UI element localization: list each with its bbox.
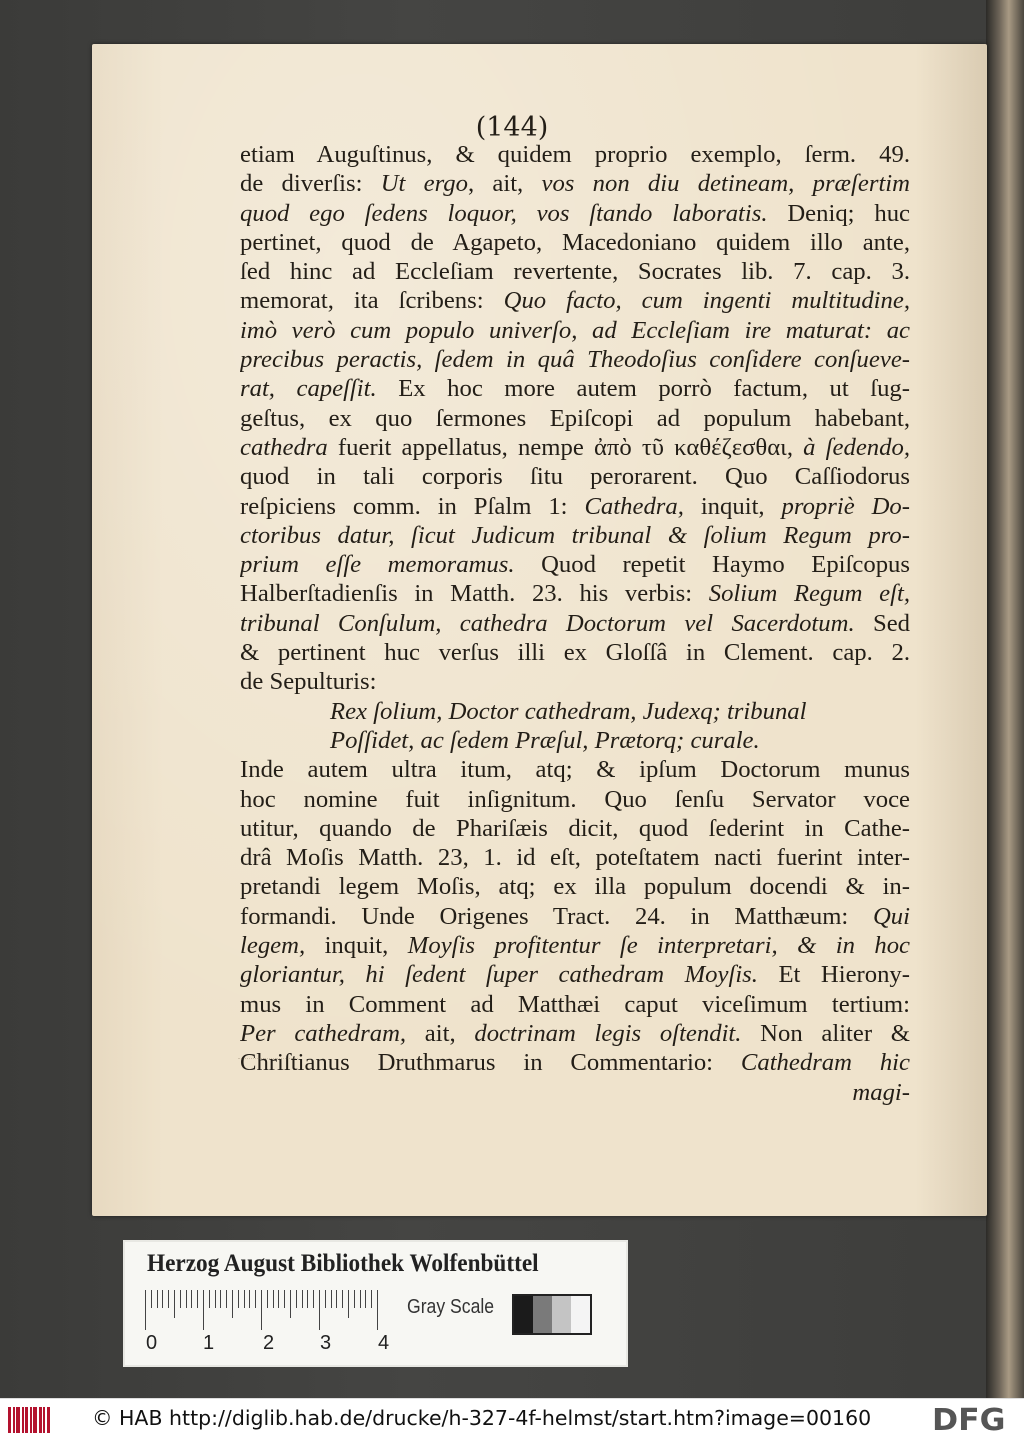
ruler-number: 2 [263,1332,275,1354]
ruler-tick [162,1290,163,1308]
logo-bar [8,1407,11,1433]
page-number: (144) [475,112,549,143]
ruler-tick [191,1290,192,1308]
text-line [240,755,910,784]
ruler-tick [348,1290,349,1318]
ruler-number: 0 [146,1332,158,1354]
ruler-tick [209,1290,210,1308]
ruler-tick [186,1290,187,1308]
ruler-tick [238,1290,239,1308]
text-line [240,169,910,198]
roman-run: Inde autem ultra itum, atq; & ipſum Doctorum munus [240,756,910,784]
text-line [240,199,910,228]
text-line [240,990,910,1019]
measurement-ruler [145,1290,410,1335]
text-line [240,433,910,462]
ruler-tick [244,1290,245,1308]
italic-run: rat, capeſſit. [240,375,377,403]
show-through-mark [238,1058,298,1069]
italic-run: precibus peractis, ſedem in quâ Theodoſius conſidere conſueve- [240,346,910,374]
roman-run: Et Hierony- [757,961,910,989]
text-line [240,785,910,814]
italic-run: cathedra [240,433,328,461]
roman-run: quod in tali corporis ſitu perorarent. Quo Caſſiodorus [240,463,910,491]
roman-run: de diverſis: [240,170,381,198]
roman-run: Chriſtianus Druthmarus in Commentario: [240,1049,741,1077]
italic-run: magi- [852,1078,910,1106]
ruler-tick [267,1290,268,1308]
italic-run: quod ego ſedens loquor, vos ſtando laboratis. [240,199,768,227]
copyright-link[interactable]: © HAB http://diglib.hab.de/drucke/h-327-4f-helmst/start.htm?image=00160 [92,1406,872,1430]
italic-run: Quo facto, cum ingenti multitudine, [503,287,910,315]
text-line [240,697,910,726]
italic-run: doctrinam legis oſtendit. [474,1019,742,1047]
roman-run: , ait, [467,170,542,198]
text-line [240,960,910,989]
italic-run: gloriantur, hi ſedent ſuper cathedram Moyſis. [240,961,758,989]
gray-patch [533,1296,552,1333]
text-line [240,902,910,931]
ruler-tick [203,1290,204,1330]
ruler-tick [278,1290,279,1308]
gray-scale-patches [512,1294,592,1335]
ruler-number: 4 [378,1332,390,1354]
italic-run: Rex ſolium, Doctor cathedram, Judexq; tribunal [330,697,807,725]
ruler-tick [249,1290,250,1308]
logo-bar [47,1407,50,1433]
text-line [240,492,910,521]
text-line [240,140,910,169]
italic-run: Qui [872,902,910,930]
roman-run: drâ Moſis Matth. 23, 1. id eſt, poteſtatem nacti fuerint inter- [240,844,910,872]
text-line [240,257,910,286]
gray-patch [552,1296,571,1333]
ruler-tick [296,1290,297,1308]
text-line [240,316,910,345]
text-line [240,374,910,403]
book-spine-edge [986,0,1024,1398]
roman-run: Quod repetit Haymo Epiſcopus [514,551,910,579]
roman-run: fuerit appellatus, nempe ἀπὸ τῦ καθέζεσθαι, [327,433,804,461]
text-line [240,1048,910,1077]
text-line [240,579,910,608]
italic-run: propriè Do- [781,492,910,520]
roman-run: etiam Auguſtinus, & quidem proprio exemplo, ſerm. 49. [240,141,910,168]
ruler-tick [157,1290,158,1308]
logo-bar [25,1407,28,1433]
ruler-tick [365,1290,366,1308]
roman-run: Non aliter & [741,1019,910,1047]
roman-run: Deniq; huc [767,199,910,227]
roman-run: formandi. Unde Origenes Tract. 24. in Matthæum: [240,902,873,930]
roman-run: de Sepulturis: [240,668,377,696]
text-line [240,609,910,638]
ruler-tick [354,1290,355,1308]
ruler-tick [342,1290,343,1308]
logo-bar [43,1407,45,1433]
ruler-tick [336,1290,337,1308]
ruler-tick [151,1290,152,1308]
roman-run: geſtus, ex quo ſermones Epiſcopi ad populum habebant, [240,404,910,432]
ruler-tick [325,1290,326,1308]
ruler-tick [232,1290,233,1318]
ruler-tick [371,1290,372,1308]
ruler-tick [215,1290,216,1308]
roman-run: inquit, [683,492,782,520]
ruler-tick [220,1290,221,1308]
ruler-number: 3 [320,1332,332,1354]
logo-bar [39,1407,42,1433]
text-line [240,228,910,257]
text-line [240,550,910,579]
roman-run: memorat, ita ſcribens: [240,287,504,315]
italic-run: imò verò cum populo univerſo, ad Eccleſiam ire maturat: ac [240,316,910,344]
roman-run: pertinet, quod de Agapeto, Macedoniano quidem illo ante, [240,228,910,256]
ruler-tick [331,1290,332,1308]
italic-run: Solium Regum eſt, [708,580,910,608]
ruler-tick [319,1290,320,1330]
text-line [240,667,910,696]
ruler-tick [290,1290,291,1318]
page-text-block [240,140,910,1107]
logo-bar [30,1407,32,1433]
italic-run: à ſedendo, [803,433,910,461]
italic-run: Cathedram hic [740,1049,910,1077]
roman-run: inquit, [305,932,408,960]
library-name: Herzog August Bibliothek Wolfenbüttel [147,1250,539,1277]
ruler-tick [360,1290,361,1308]
text-line [240,638,910,667]
ruler-tick [197,1290,198,1308]
gray-patch [514,1296,533,1333]
ruler-tick [273,1290,274,1308]
ruler-number: 1 [203,1332,215,1354]
roman-run: ait, [406,1019,475,1047]
color-calibration-card [123,1240,628,1367]
roman-run: pretandi legem Moſis, atq; ex illa populum docendi & in- [240,873,910,901]
ruler-tick [284,1290,285,1308]
logo-bar [16,1407,20,1433]
roman-run: Ex hoc more autem porrò factum, ut ſug- [376,375,910,403]
gray-scale-label: Gray Scale [407,1296,495,1318]
italic-run: Ut ergo [380,170,468,198]
italic-run: prium eſſe memoramus. [240,551,515,579]
roman-run: reſpiciens comm. in Pſalm 1: [240,492,585,520]
ruler-tick [255,1290,256,1308]
roman-run: mus in Comment ad Matthæi caput viceſimum tertium: [240,990,910,1018]
dfg-logo[interactable]: DFG [932,1403,1006,1438]
roman-run: utitur, quando de Phariſæis dicit, quod ſederint in Cathe- [240,814,910,842]
ruler-tick [226,1290,227,1308]
logo-bar [33,1407,37,1433]
text-line [240,931,910,960]
logo-bar [13,1407,15,1433]
italic-run: tribunal Conſulum, cathedra Doctorum vel Sacerdotum. [240,609,855,637]
ruler-tick [302,1290,303,1308]
italic-run: Poſſidet, ac ſedem Præſul, Prætorq; curale. [330,726,760,754]
ruler-tick [377,1290,378,1330]
text-line [240,872,910,901]
text-line [240,345,910,374]
italic-run: Cathedra, [584,492,684,520]
ruler-tick [307,1290,308,1308]
text-line [240,843,910,872]
text-line [240,286,910,315]
roman-run: hoc nomine fuit inſignitum. Quo ſenſu Servator voce [240,785,910,813]
text-line [240,1019,910,1048]
roman-run: Sed [854,609,910,637]
italic-run: vos non diu detineam, præſertim [541,170,910,198]
roman-run: ſed hinc ad Eccleſiam revertente, Socrates lib. 7. cap. 3. [240,258,910,286]
ruler-tick [145,1290,146,1330]
ruler-tick [261,1290,262,1330]
text-line [240,521,910,550]
roman-run: Halberſtadienſis in Matth. 23. his verbis: [240,580,709,608]
text-line [240,404,910,433]
logo-bar [22,1407,24,1433]
text-line [240,462,910,491]
italic-run: ctoribus datur, ſicut Judicum tribunal & ſolium Regum pro- [240,521,910,549]
ruler-tick [180,1290,181,1308]
roman-run: & pertinent huc verſus illi ex Gloſſâ in Clement. cap. 2. [240,639,910,667]
viewer-footer [0,1398,1024,1440]
text-line [240,726,910,755]
italic-run: Per cathedram, [240,1019,407,1047]
ruler-tick [168,1290,169,1308]
ruler-tick [313,1290,314,1308]
italic-run: legem, [240,932,306,960]
ruler-tick [174,1290,175,1318]
italic-run: Moyſis profitentur ſe interpretari, & in hoc [407,932,910,960]
text-line [240,1078,910,1107]
gray-patch [571,1296,590,1333]
text-line [240,814,910,843]
hab-logo-icon[interactable] [8,1407,48,1433]
